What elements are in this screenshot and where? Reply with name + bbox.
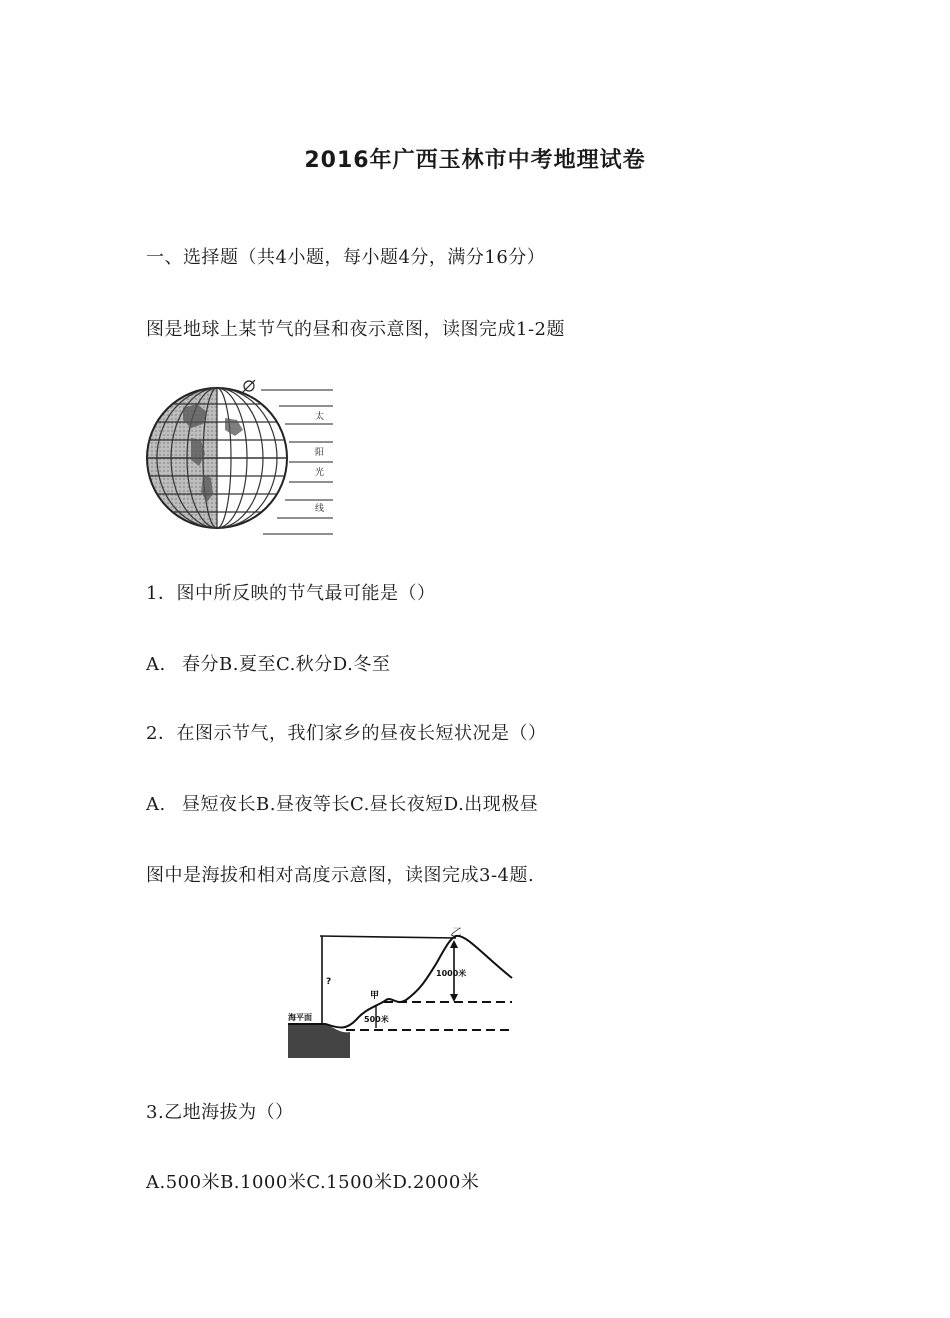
question-2-options [146,790,538,816]
mid-point-label: 甲 [370,991,380,1001]
ray-label: 阳 [315,448,325,458]
question-3-stem: 3.乙地海拔为（） [146,1102,294,1123]
question-3-options: A.500米B.1000米C.1500米D.2000米 [146,1172,480,1193]
option-list: 昼短夜长B.昼夜等长C.昼长夜短D.出现极昼 [182,794,539,815]
height-1000-label: 1000米 [436,969,467,978]
question-1-options [146,650,390,676]
page-title: 2016年广西玉林市中考地理试卷 [304,148,646,173]
peak-level-line [320,936,456,938]
section-heading: 一、选择题（共4小题，每小题4分，满分16分） [146,247,546,268]
peak-label: 乙 [450,926,461,939]
height-500-label: 500米 [364,1015,389,1024]
question-2-stem: 2．在图示节气，我们家乡的昼夜长短状况是（） [146,723,547,744]
option-prefix: A. [146,794,166,815]
terrain-profile [326,936,512,1028]
globe-figure [143,378,335,540]
option-list: 春分B.夏至C.秋分D.冬至 [182,654,391,675]
question-1-stem: 1．图中所反映的节气最可能是（） [146,583,436,604]
option-prefix: A. [146,654,166,675]
pole-marker [243,380,255,392]
ray-label: 光 [315,468,325,478]
ray-label: 线 [315,504,325,514]
sea-area [288,1024,350,1058]
altitude-figure [286,924,516,1060]
intro-paragraph-1: 图是地球上某节气的昼和夜示意图，读图完成1-2题 [146,319,565,340]
sea-level-label: 海平面 [288,1013,312,1022]
unknown-height-label: ? [326,977,332,987]
ray-label: 太 [315,412,325,422]
intro-paragraph-2: 图中是海拔和相对高度示意图，读图完成3-4题. [146,865,535,886]
